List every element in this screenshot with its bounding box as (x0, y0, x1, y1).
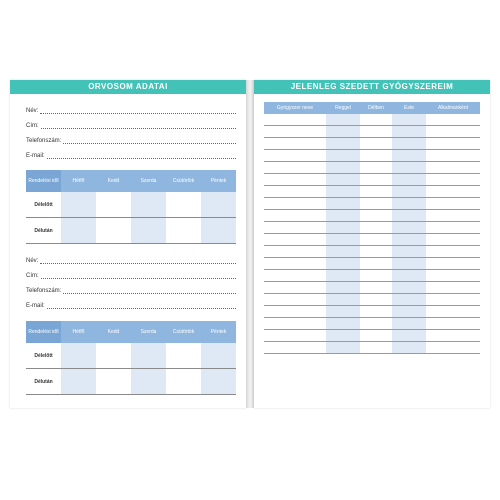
row-label: Délelőtt (26, 192, 61, 218)
evening-cell[interactable] (392, 270, 426, 282)
row-label: Délután (26, 218, 61, 244)
evening-cell[interactable] (392, 114, 426, 126)
phone-label: Telefonszám: (26, 288, 62, 294)
noon-cell[interactable] (360, 162, 392, 174)
office-hours-table (26, 321, 236, 395)
noon-cell[interactable] (360, 342, 392, 354)
noon-cell[interactable] (360, 210, 392, 222)
drug-name-cell[interactable] (264, 234, 326, 246)
col-header-drug-name: Gyógyszer neve (264, 102, 326, 114)
office-hours-header (26, 321, 236, 343)
col-header-noon: Délben (360, 102, 392, 114)
evening-cell[interactable] (392, 234, 426, 246)
phone-field[interactable] (26, 285, 236, 294)
drug-name-cell[interactable] (264, 282, 326, 294)
morning-cell[interactable] (326, 270, 360, 282)
schedule-cell[interactable] (201, 218, 236, 244)
evening-cell[interactable] (392, 294, 426, 306)
occasional-cell[interactable] (426, 198, 480, 210)
morning-cell[interactable] (326, 330, 360, 342)
occasional-cell[interactable] (426, 186, 480, 198)
office-hours-corner: Rendelési idő (26, 170, 61, 192)
email-label: E-mail: (26, 153, 45, 159)
drug-name-cell[interactable] (264, 186, 326, 198)
email-label: E-mail: (26, 303, 45, 309)
name-label: Név: (26, 258, 39, 264)
day-header: Csütörtök (166, 170, 201, 192)
phone-field[interactable] (26, 135, 236, 144)
table-row (264, 174, 480, 186)
office-hours-header (26, 170, 236, 192)
occasional-cell[interactable] (426, 222, 480, 234)
noon-cell[interactable] (360, 294, 392, 306)
schedule-cell[interactable] (201, 369, 236, 395)
table-row (264, 282, 480, 294)
book-gutter (246, 80, 254, 408)
drug-name-cell[interactable] (264, 210, 326, 222)
doctor-info-banner: ORVOSOM ADATAI (10, 80, 246, 94)
occasional-cell[interactable] (426, 270, 480, 282)
evening-cell[interactable] (392, 174, 426, 186)
drug-name-cell[interactable] (264, 342, 326, 354)
schedule-cell[interactable] (61, 192, 96, 218)
schedule-cell[interactable] (61, 218, 96, 244)
planner-spread (10, 80, 490, 408)
morning-cell[interactable] (326, 210, 360, 222)
drug-name-cell[interactable] (264, 126, 326, 138)
noon-cell[interactable] (360, 258, 392, 270)
day-header: Csütörtök (166, 321, 201, 343)
morning-cell[interactable] (326, 246, 360, 258)
email-field[interactable] (26, 150, 236, 159)
table-row (264, 222, 480, 234)
evening-cell[interactable] (392, 126, 426, 138)
address-field[interactable] (26, 270, 236, 279)
schedule-cell[interactable] (131, 218, 166, 244)
medications-page (254, 80, 490, 408)
evening-cell[interactable] (392, 186, 426, 198)
medications-banner: JELENLEG SZEDETT GYÓGYSZEREIM (254, 80, 490, 94)
noon-cell[interactable] (360, 174, 392, 186)
table-row (264, 294, 480, 306)
schedule-cell[interactable] (131, 192, 166, 218)
morning-cell[interactable] (326, 306, 360, 318)
occasional-cell[interactable] (426, 150, 480, 162)
table-row (264, 246, 480, 258)
noon-cell[interactable] (360, 246, 392, 258)
occasional-cell[interactable] (426, 174, 480, 186)
morning-cell[interactable] (326, 114, 360, 126)
morning-cell[interactable] (326, 138, 360, 150)
email-field[interactable] (26, 300, 236, 309)
drug-name-cell[interactable] (264, 246, 326, 258)
col-header-occasional: Alkalmanként (426, 102, 480, 114)
noon-cell[interactable] (360, 330, 392, 342)
day-header: Péntek (201, 170, 236, 192)
day-header: Péntek (201, 321, 236, 343)
drug-name-cell[interactable] (264, 258, 326, 270)
schedule-cell[interactable] (166, 343, 201, 369)
day-header: Szerda (131, 170, 166, 192)
table-row (26, 218, 236, 244)
morning-cell[interactable] (326, 318, 360, 330)
schedule-cell[interactable] (96, 218, 131, 244)
noon-cell[interactable] (360, 126, 392, 138)
col-header-morning: Reggel (326, 102, 360, 114)
table-row (264, 330, 480, 342)
noon-cell[interactable] (360, 282, 392, 294)
schedule-cell[interactable] (61, 343, 96, 369)
morning-cell[interactable] (326, 294, 360, 306)
medications-header (264, 102, 480, 114)
col-header-evening: Este (392, 102, 426, 114)
evening-cell[interactable] (392, 282, 426, 294)
table-row (264, 186, 480, 198)
morning-cell[interactable] (326, 198, 360, 210)
evening-cell[interactable] (392, 246, 426, 258)
medications-table (264, 102, 480, 354)
morning-cell[interactable] (326, 162, 360, 174)
noon-cell[interactable] (360, 114, 392, 126)
morning-cell[interactable] (326, 234, 360, 246)
address-field[interactable] (26, 120, 236, 129)
table-row (26, 343, 236, 369)
table-row (264, 234, 480, 246)
morning-cell[interactable] (326, 174, 360, 186)
table-row (264, 114, 480, 126)
evening-cell[interactable] (392, 198, 426, 210)
noon-cell[interactable] (360, 222, 392, 234)
noon-cell[interactable] (360, 318, 392, 330)
name-field[interactable] (26, 255, 236, 264)
drug-name-cell[interactable] (264, 222, 326, 234)
day-header: Kedd (96, 321, 131, 343)
evening-cell[interactable] (392, 222, 426, 234)
noon-cell[interactable] (360, 234, 392, 246)
drug-name-cell[interactable] (264, 198, 326, 210)
evening-cell[interactable] (392, 258, 426, 270)
occasional-cell[interactable] (426, 318, 480, 330)
table-row (264, 126, 480, 138)
occasional-cell[interactable] (426, 210, 480, 222)
evening-cell[interactable] (392, 342, 426, 354)
occasional-cell[interactable] (426, 306, 480, 318)
noon-cell[interactable] (360, 150, 392, 162)
noon-cell[interactable] (360, 270, 392, 282)
occasional-cell[interactable] (426, 234, 480, 246)
day-header: Kedd (96, 170, 131, 192)
schedule-cell[interactable] (166, 369, 201, 395)
name-label: Név: (26, 108, 39, 114)
occasional-cell[interactable] (426, 114, 480, 126)
schedule-cell[interactable] (166, 218, 201, 244)
noon-cell[interactable] (360, 186, 392, 198)
schedule-cell[interactable] (61, 369, 96, 395)
table-row (264, 210, 480, 222)
drug-name-cell[interactable] (264, 162, 326, 174)
address-label: Cím: (26, 123, 39, 129)
occasional-cell[interactable] (426, 258, 480, 270)
drug-name-cell[interactable] (264, 318, 326, 330)
occasional-cell[interactable] (426, 246, 480, 258)
evening-cell[interactable] (392, 330, 426, 342)
noon-cell[interactable] (360, 306, 392, 318)
noon-cell[interactable] (360, 138, 392, 150)
table-row (264, 138, 480, 150)
evening-cell[interactable] (392, 162, 426, 174)
table-row (264, 198, 480, 210)
occasional-cell[interactable] (426, 282, 480, 294)
table-row (264, 342, 480, 354)
morning-cell[interactable] (326, 258, 360, 270)
table-row (26, 369, 236, 395)
table-row (264, 258, 480, 270)
occasional-cell[interactable] (426, 342, 480, 354)
evening-cell[interactable] (392, 318, 426, 330)
morning-cell[interactable] (326, 282, 360, 294)
day-header: Szerda (131, 321, 166, 343)
occasional-cell[interactable] (426, 138, 480, 150)
evening-cell[interactable] (392, 210, 426, 222)
schedule-cell[interactable] (96, 192, 131, 218)
name-field[interactable] (26, 105, 236, 114)
noon-cell[interactable] (360, 198, 392, 210)
evening-cell[interactable] (392, 150, 426, 162)
morning-cell[interactable] (326, 222, 360, 234)
evening-cell[interactable] (392, 306, 426, 318)
schedule-cell[interactable] (96, 369, 131, 395)
schedule-cell[interactable] (131, 343, 166, 369)
table-row (26, 192, 236, 218)
address-label: Cím: (26, 273, 39, 279)
table-row (264, 306, 480, 318)
table-row (264, 270, 480, 282)
day-header: Hétfő (61, 170, 96, 192)
schedule-cell[interactable] (166, 192, 201, 218)
doctor-info-page (10, 80, 246, 408)
occasional-cell[interactable] (426, 162, 480, 174)
drug-name-cell[interactable] (264, 114, 326, 126)
drug-name-cell[interactable] (264, 150, 326, 162)
phone-label: Telefonszám: (26, 138, 62, 144)
drug-name-cell[interactable] (264, 270, 326, 282)
drug-name-cell[interactable] (264, 306, 326, 318)
drug-name-cell[interactable] (264, 294, 326, 306)
occasional-cell[interactable] (426, 294, 480, 306)
drug-name-cell[interactable] (264, 174, 326, 186)
row-label: Délelőtt (26, 343, 61, 369)
schedule-cell[interactable] (201, 343, 236, 369)
table-row (264, 318, 480, 330)
schedule-cell[interactable] (131, 369, 166, 395)
row-label: Délután (26, 369, 61, 395)
morning-cell[interactable] (326, 186, 360, 198)
morning-cell[interactable] (326, 126, 360, 138)
occasional-cell[interactable] (426, 330, 480, 342)
evening-cell[interactable] (392, 138, 426, 150)
day-header: Hétfő (61, 321, 96, 343)
office-hours-table (26, 170, 236, 244)
schedule-cell[interactable] (96, 343, 131, 369)
morning-cell[interactable] (326, 150, 360, 162)
table-row (264, 150, 480, 162)
office-hours-corner: Rendelési idő (26, 321, 61, 343)
schedule-cell[interactable] (201, 192, 236, 218)
drug-name-cell[interactable] (264, 330, 326, 342)
table-row (264, 162, 480, 174)
morning-cell[interactable] (326, 342, 360, 354)
drug-name-cell[interactable] (264, 138, 326, 150)
occasional-cell[interactable] (426, 126, 480, 138)
